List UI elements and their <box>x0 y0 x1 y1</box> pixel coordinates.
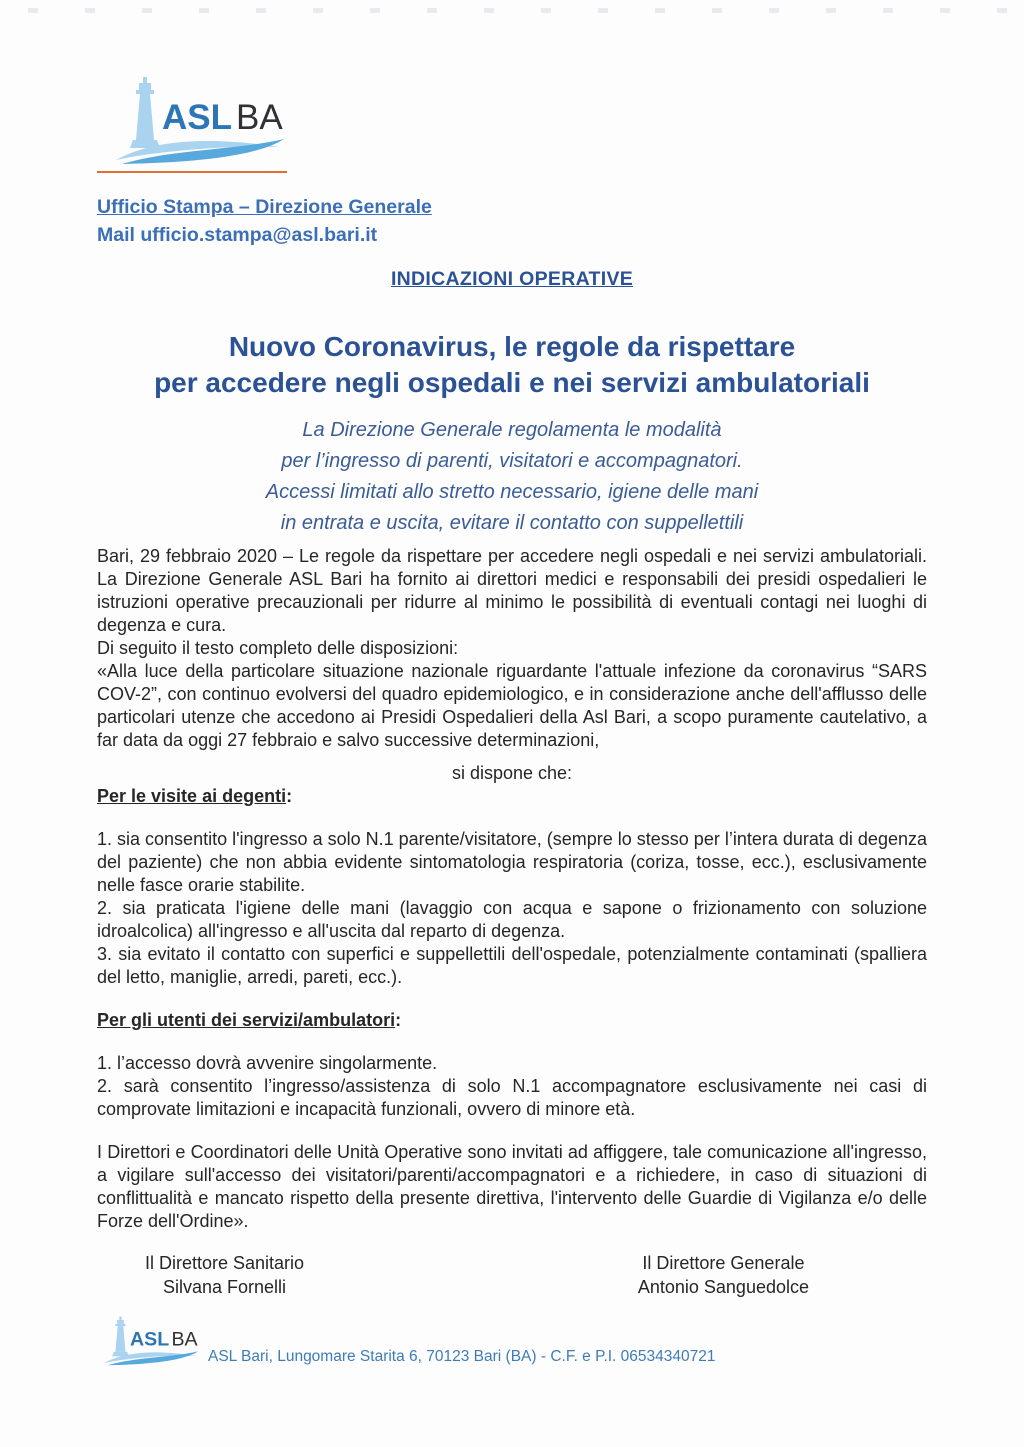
list-item: 2. sia praticata l'igiene delle mani (lavaggio con acqua e sapone o frizionamento con soluzione idroalcolica) all'ingresso e all'uscita dal reparto di degenza. <box>97 898 927 941</box>
signature-role: Il Direttore Generale <box>642 1253 805 1273</box>
document-subtitle <box>0 415 1024 539</box>
intro-paragraph: Bari, 29 febbraio 2020 – Le regole da rispettare per accedere negli ospedali e nei servizi ambulatoriali. La Direzione Generale ASL Bari ha fornito ai direttori medici e responsabili dei presidi ospedalieri le istruzioni operative precauzionali per ridurre al minimo le possibilità di eventuali contagi nei luoghi di degenza e cura. <box>97 546 927 635</box>
section-heading-colon: : <box>286 786 293 806</box>
list-item: 1. sia consentito l'ingresso a solo N.1 parente/visitatore, (sempre lo stesso per l’intera durata di degenza del paziente) che non abbia evidente sintomatologia respiratoria (coriza, tosse, ecc.), esclusivamente nelle fasce orarie stabilite. <box>97 829 927 895</box>
page-edge-dashes <box>0 8 1024 13</box>
subtitle-line: in entrata e uscita, evitare il contatto con suppellettili <box>280 512 744 534</box>
signature-generale <box>638 1251 809 1299</box>
spacer <box>97 752 927 762</box>
spacer <box>97 989 927 1009</box>
subtitle-line: per l’ingresso di parenti, visitatori e accompagnatori. <box>281 450 743 472</box>
document-body <box>97 545 927 1299</box>
logo-text-asl: ASL <box>162 98 232 137</box>
kicker-title: INDICAZIONI OPERATIVE <box>390 268 634 290</box>
list-item: 2. sarà consentito l’ingresso/assistenza di solo N.1 accompagnatore esclusivamente nei casi di comprovate limitazioni e incapacità funzionali, ovvero di minore età. <box>97 1076 927 1119</box>
press-office-line: Ufficio Stampa – Direzione Generale <box>97 196 432 218</box>
heading-block <box>0 268 1024 539</box>
logo-text-asl: ASL <box>130 1328 170 1351</box>
spacer <box>97 808 927 828</box>
quote-paragraph: «Alla luce della particolare situazione nazionale riguardante l'attuale infezione da coronavirus “SARS COV-2”, con continuo evolversi del quadro epidemiologico, e in considerazione anche dell'afflusso delle particolari utenze che accedono ai Presidi Ospedalieri della Asl Bari, a scopo puramente cautelativo, a far data da oggi 27 febbraio e salvo successive determinazioni, <box>97 661 927 750</box>
signature-name: Antonio Sanguedolce <box>637 1277 809 1297</box>
signature-sanitario <box>145 1251 304 1299</box>
document-title <box>0 329 1024 401</box>
section-heading-visite <box>97 785 927 808</box>
header-divider-line <box>97 171 287 173</box>
list-item: 1. l’accesso dovrà avvenire singolarmente. <box>97 1053 438 1073</box>
list-item: 3. sia evitato il contatto con superfici e suppellettili dell'ospedale, potenzialmente contaminati (spalliera del letto, maniglie, arredi, pareti, ecc.). <box>97 944 927 987</box>
logo-text-ba: BA <box>236 98 283 137</box>
dispone-line: si dispone che: <box>451 763 573 783</box>
spacer <box>97 1121 927 1141</box>
section-heading-text: Per gli utenti dei servizi/ambulatori <box>97 1010 396 1030</box>
press-office-mail: Mail ufficio.stampa@asl.bari.it <box>97 224 378 246</box>
press-office-block <box>97 193 432 249</box>
spacer <box>97 1032 927 1052</box>
signature-block <box>97 1251 927 1299</box>
section-heading-text: Per le visite ai degenti <box>97 786 287 806</box>
section-heading-colon: : <box>395 1010 402 1030</box>
signature-name: Silvana Fornelli <box>163 1277 287 1297</box>
footer-aslba-logo <box>102 1316 200 1369</box>
document-title-line2: per accedere negli ospedali e nei servizi ambulatoriali <box>154 367 870 398</box>
aslba-logo <box>112 76 287 171</box>
follow-paragraph: Di seguito il testo completo delle disposizioni: <box>97 638 459 658</box>
logo-text-ba: BA <box>171 1328 198 1351</box>
subtitle-line: La Direzione Generale regolamenta le modalità <box>302 419 722 441</box>
section-heading-ambulatori <box>97 1009 927 1032</box>
closing-paragraph: I Direttori e Coordinatori delle Unità Operative sono invitati ad affiggere, tale comunicazione all'ingresso, a vigilare sull'accesso dei visitatori/parenti/accompagnatori e a richiedere, in caso di situazioni di conflittualità e mancato rispetto della presente direttiva, l'intervento delle Guardie di Vigilanza e/o delle Forze dell'Ordine». <box>97 1142 927 1231</box>
signature-role: Il Direttore Sanitario <box>145 1253 305 1273</box>
subtitle-line: Accessi limitati allo stretto necessario, igiene delle mani <box>265 481 759 503</box>
footer-address: ASL Bari, Lungomare Starita 6, 70123 Bari (BA) - C.F. e P.I. 06534340721 <box>208 1348 716 1365</box>
document-title-line1: Nuovo Coronavirus, le regole da rispettare <box>228 331 796 362</box>
